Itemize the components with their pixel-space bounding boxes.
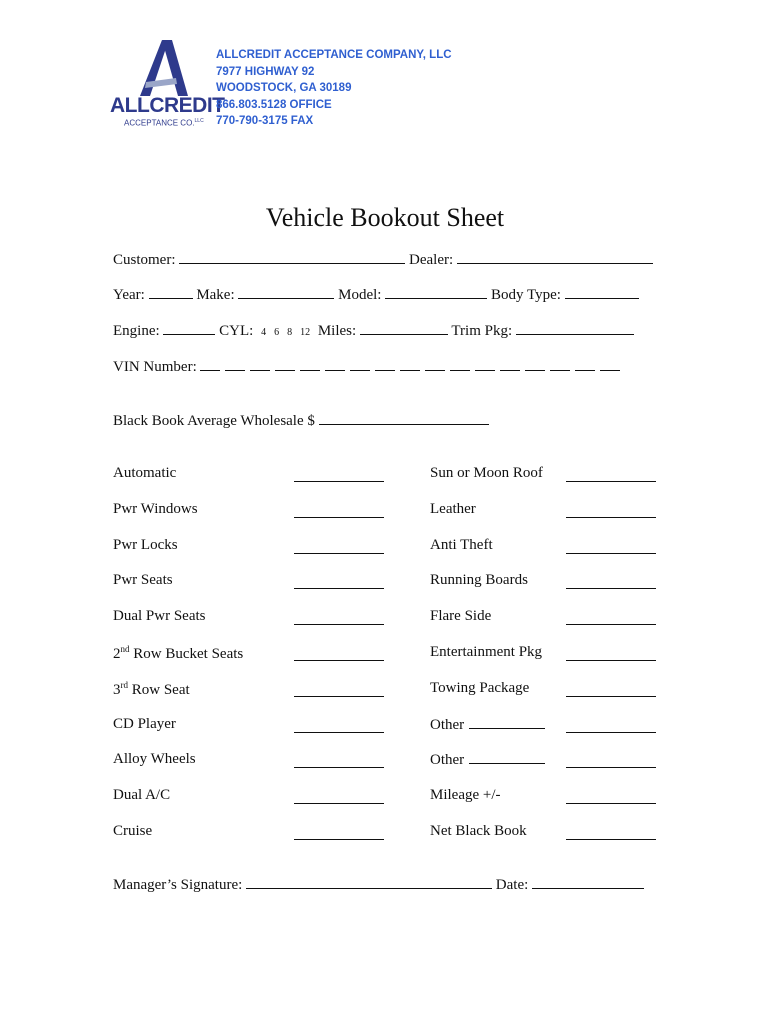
- option-value-field[interactable]: [566, 838, 656, 840]
- cyl-option-8[interactable]: 8: [287, 327, 293, 338]
- option-right-label: [430, 501, 476, 518]
- customer-dealer-row: [113, 251, 653, 269]
- date-field[interactable]: [532, 876, 644, 889]
- cyl-option-12[interactable]: 12: [300, 327, 311, 338]
- option-left-label: [113, 644, 243, 663]
- option-text: Automatic: [113, 465, 177, 481]
- option-text: Running Boards: [430, 572, 528, 589]
- year-label: Year:: [113, 287, 145, 303]
- vin-char-blank[interactable]: [350, 358, 370, 371]
- option-text: Dual A/C: [113, 787, 171, 804]
- logo-word: ALLCREDIT: [110, 94, 225, 117]
- option-right-label: [430, 465, 543, 482]
- option-value-field[interactable]: [566, 695, 656, 697]
- option-left-label: [113, 572, 173, 589]
- option-value-field[interactable]: [566, 587, 656, 589]
- company-fax: 770-790-3175 FAX: [216, 115, 314, 127]
- black-book-field[interactable]: [319, 412, 489, 425]
- option-left-label: [113, 501, 198, 518]
- option-text: Row Bucket Seats: [129, 646, 244, 662]
- cyl-option-4[interactable]: 4: [261, 327, 267, 338]
- logo-a-mark-icon: [132, 38, 188, 98]
- engine-row: [113, 322, 634, 340]
- option-text: Cruise: [113, 823, 153, 839]
- option-value-field[interactable]: [566, 659, 656, 661]
- black-book-row: [113, 412, 489, 430]
- option-text: Row Seat: [128, 681, 190, 698]
- option-text: Flare Side: [430, 608, 492, 625]
- vin-char-blank[interactable]: [325, 358, 345, 371]
- option-text: Sun or Moon Roof: [430, 465, 543, 481]
- option-text: Net Black Book: [430, 823, 527, 839]
- model-field[interactable]: [385, 286, 487, 299]
- option-text: Dual Pwr Seats: [113, 608, 206, 625]
- other-description-field[interactable]: [469, 751, 545, 764]
- option-text: Pwr Locks: [113, 536, 178, 553]
- date-label: Date:: [495, 877, 529, 893]
- option-text: Pwr Windows: [113, 500, 198, 517]
- option-right-label: [430, 823, 527, 840]
- ordinal-number: 3: [113, 681, 121, 698]
- ordinal-number: 2: [113, 646, 121, 662]
- dealer-field[interactable]: [457, 251, 653, 264]
- customer-field[interactable]: [179, 251, 405, 264]
- ordinal-suffix: rd: [120, 679, 128, 690]
- vin-char-blank[interactable]: [250, 358, 270, 371]
- option-value-field[interactable]: [566, 731, 656, 733]
- option-text: CD Player: [113, 715, 176, 732]
- option-value-field[interactable]: [294, 516, 384, 518]
- vin-char-blank[interactable]: [575, 358, 595, 371]
- black-book-label: Black Book Average Wholesale $: [113, 413, 315, 429]
- vin-char-blank[interactable]: [550, 358, 570, 371]
- option-left-label: [113, 787, 170, 804]
- company-street: 7977 HIGHWAY 92: [216, 65, 315, 78]
- option-value-field[interactable]: [294, 623, 384, 625]
- cyl-option-6[interactable]: 6: [274, 327, 280, 338]
- logo-subtitle: ACCEPTANCE CO.$^{LLC}$: [124, 118, 204, 128]
- option-text: Towing Package: [430, 679, 530, 696]
- option-value-field[interactable]: [566, 516, 656, 518]
- customer-label: Customer:: [113, 252, 176, 268]
- page-title: Vehicle Bookout Sheet: [265, 203, 505, 232]
- option-left-label: [113, 608, 206, 625]
- option-value-field[interactable]: [294, 802, 384, 804]
- option-right-label: [430, 608, 491, 625]
- option-right-label: [430, 644, 542, 661]
- company-office-phone: 866.803.5128 OFFICE: [216, 98, 332, 111]
- vin-char-blank[interactable]: [500, 358, 520, 371]
- trim-label: Trim Pkg:: [451, 323, 513, 339]
- ordinal-suffix: nd: [120, 644, 130, 654]
- vin-char-blank[interactable]: [400, 358, 420, 371]
- vin-char-blank[interactable]: [225, 358, 245, 371]
- engine-field[interactable]: [163, 322, 215, 335]
- option-text: Leather: [430, 500, 476, 517]
- vin-char-blank[interactable]: [525, 358, 545, 371]
- make-field[interactable]: [238, 286, 334, 299]
- vin-field[interactable]: [200, 359, 625, 375]
- signature-row: [113, 876, 644, 894]
- make-label: Make:: [196, 287, 235, 303]
- option-value-field[interactable]: [294, 587, 384, 589]
- manager-signature-field[interactable]: [246, 876, 492, 889]
- option-left-label: [113, 823, 152, 840]
- engine-label: Engine:: [113, 323, 160, 339]
- option-value-field[interactable]: [566, 480, 656, 482]
- option-value-field[interactable]: [294, 659, 384, 661]
- miles-label: Miles:: [317, 323, 357, 339]
- option-left-label: [113, 716, 176, 733]
- option-right-label: [430, 537, 493, 554]
- option-value-field[interactable]: [294, 766, 384, 768]
- year-field[interactable]: [149, 286, 193, 299]
- company-name: ALLCREDIT ACCEPTANCE COMPANY, LLC: [216, 49, 452, 61]
- trim-field[interactable]: [516, 322, 634, 335]
- option-right-label: [430, 751, 545, 769]
- option-text: Pwr Seats: [113, 572, 173, 589]
- option-text: Other: [430, 716, 465, 733]
- option-left-label: [113, 751, 196, 768]
- vin-label: VIN Number:: [113, 359, 197, 375]
- option-value-field[interactable]: [566, 766, 656, 768]
- vin-char-blank[interactable]: [450, 358, 470, 371]
- option-value-field[interactable]: [294, 838, 384, 840]
- body-type-field[interactable]: [565, 286, 639, 299]
- option-text: Alloy Wheels: [113, 751, 196, 768]
- option-right-label: [430, 716, 545, 734]
- dealer-label: Dealer:: [409, 252, 454, 268]
- vin-row: [113, 358, 625, 376]
- model-label: Model:: [338, 287, 382, 303]
- company-address: [216, 47, 452, 130]
- option-value-field[interactable]: [566, 802, 656, 804]
- option-left-label: [113, 465, 176, 482]
- option-text: Entertainment Pkg: [430, 644, 543, 660]
- other-description-field[interactable]: [469, 716, 545, 729]
- manager-signature-label: Manager’s Signature:: [113, 877, 243, 893]
- vin-char-blank[interactable]: [375, 358, 395, 371]
- vin-char-blank[interactable]: [425, 358, 445, 371]
- vin-char-blank[interactable]: [600, 358, 620, 371]
- vin-char-blank[interactable]: [200, 358, 220, 371]
- option-value-field[interactable]: [294, 731, 384, 733]
- option-value-field[interactable]: [566, 552, 656, 554]
- option-value-field[interactable]: [294, 695, 384, 697]
- vin-char-blank[interactable]: [300, 358, 320, 371]
- option-left-label: [113, 537, 178, 554]
- option-text: Mileage +/-: [430, 787, 501, 804]
- option-text: Anti Theft: [430, 536, 493, 553]
- company-logo: [110, 38, 225, 134]
- option-value-field[interactable]: [294, 552, 384, 554]
- option-text: Other: [430, 752, 465, 769]
- option-right-label: [430, 787, 501, 804]
- option-value-field[interactable]: [294, 480, 384, 482]
- option-left-label: [113, 680, 190, 699]
- option-right-label: [430, 680, 529, 697]
- option-value-field[interactable]: [566, 623, 656, 625]
- body-type-label: Body Type:: [490, 287, 561, 303]
- year-make-row: [113, 286, 639, 304]
- option-right-label: [430, 572, 528, 589]
- cyl-label: CYL:: [219, 323, 254, 339]
- company-city: WOODSTOCK, GA 30189: [216, 82, 352, 94]
- miles-field[interactable]: [360, 322, 448, 335]
- vin-char-blank[interactable]: [275, 358, 295, 371]
- vin-char-blank[interactable]: [475, 358, 495, 371]
